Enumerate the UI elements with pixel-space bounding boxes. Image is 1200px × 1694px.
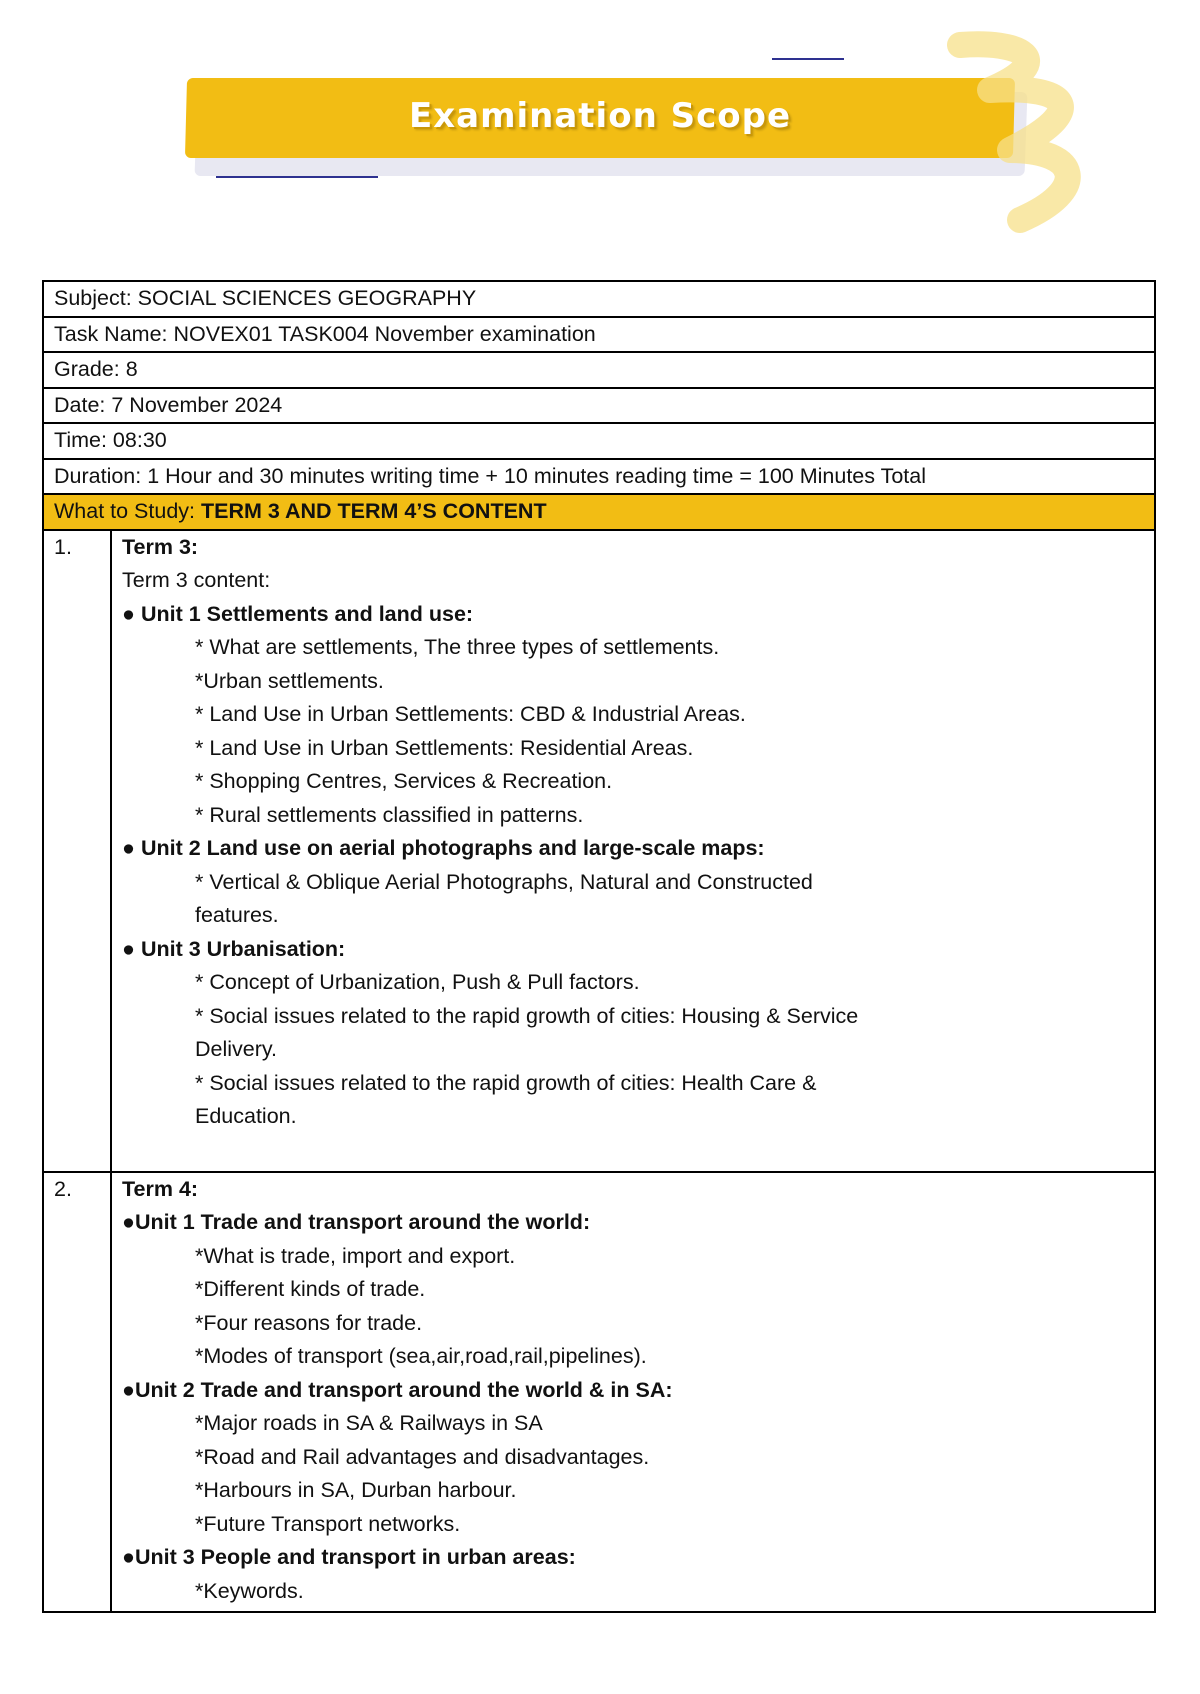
term-title: Term 4: [122, 1176, 199, 1201]
term-content [111, 530, 1155, 1172]
unit-heading: ●Unit 3 People and transport in urban areas: [122, 1545, 576, 1569]
unit-heading: ●Unit 1 Trade and transport around the world: [122, 1210, 591, 1234]
list-item: *Harbours in SA, Durban harbour. [195, 1478, 517, 1502]
list-item: *Road and Rail advantages and disadvantages. [195, 1444, 650, 1469]
list-item: *Four reasons for trade. [195, 1310, 423, 1335]
list-item: * Vertical & Oblique Aerial Photographs, Natural and Constructed features. [195, 869, 813, 927]
grade-row: Grade: 8 [43, 352, 1155, 388]
unit-heading: ●Unit 2 Trade and transport around the world & in SA: [122, 1377, 673, 1402]
list-item: *What is trade, import and export. [195, 1243, 516, 1268]
term-title: Term 3: [122, 534, 199, 559]
list-item: * Social issues related to the rapid growth of cities: Health Care & Education. [195, 1070, 817, 1128]
list-item: * Rural settlements classified in patterns. [195, 802, 584, 827]
subject-row: Subject: SOCIAL SCIENCES GEOGRAPHY [43, 281, 1155, 317]
term-number: 2. [43, 1172, 111, 1612]
date-row: Date: 7 November 2024 [43, 388, 1155, 424]
decorative-line-bottom [216, 176, 378, 178]
header-banner [0, 0, 1200, 240]
page-title: Examination Scope [408, 96, 792, 136]
duration-row: Duration: 1 Hour and 30 minutes writing time + 10 minutes reading time = 100 Minutes Total [43, 459, 1155, 495]
scope-table [42, 280, 1156, 1613]
list-item: * Concept of Urbanization, Push & Pull factors. [195, 970, 640, 994]
decorative-line-top [772, 58, 844, 60]
study-label: What to Study: [54, 499, 201, 523]
list-item: *Modes of transport (sea,air,road,rail,pipelines). [195, 1344, 647, 1368]
list-item: *Different kinds of trade. [195, 1277, 426, 1301]
study-value: TERM 3 AND TERM 4’S CONTENT [200, 499, 547, 523]
list-item: * What are settlements, The three types of settlements. [195, 635, 720, 659]
what-to-study-row [43, 494, 1155, 530]
list-item: *Future Transport networks. [195, 1511, 461, 1536]
term-content [111, 1172, 1155, 1612]
list-item: * Land Use in Urban Settlements: Residential Areas. [195, 735, 694, 760]
term-number: 1. [43, 530, 111, 1172]
list-item: *Major roads in SA & Railways in SA [195, 1411, 543, 1435]
unit-heading: ● Unit 1 Settlements and land use: [122, 601, 474, 626]
list-item: * Shopping Centres, Services & Recreation. [195, 769, 613, 793]
term-intro: Term 3 content: [122, 568, 271, 592]
unit-heading: ● Unit 3 Urbanisation: [122, 936, 346, 961]
list-item: * Social issues related to the rapid growth of cities: Housing & Service Delivery. [195, 1003, 859, 1061]
swoosh-decoration-icon [940, 20, 1140, 240]
unit-heading: ● Unit 2 Land use on aerial photographs and large-scale maps: [122, 836, 765, 860]
time-row: Time: 08:30 [43, 423, 1155, 459]
list-item: *Urban settlements. [195, 668, 384, 693]
list-item: *Keywords. [195, 1578, 304, 1603]
list-item: * Land Use in Urban Settlements: CBD & Industrial Areas. [195, 702, 746, 726]
task-name-row: Task Name: NOVEX01 TASK004 November examination [43, 317, 1155, 353]
